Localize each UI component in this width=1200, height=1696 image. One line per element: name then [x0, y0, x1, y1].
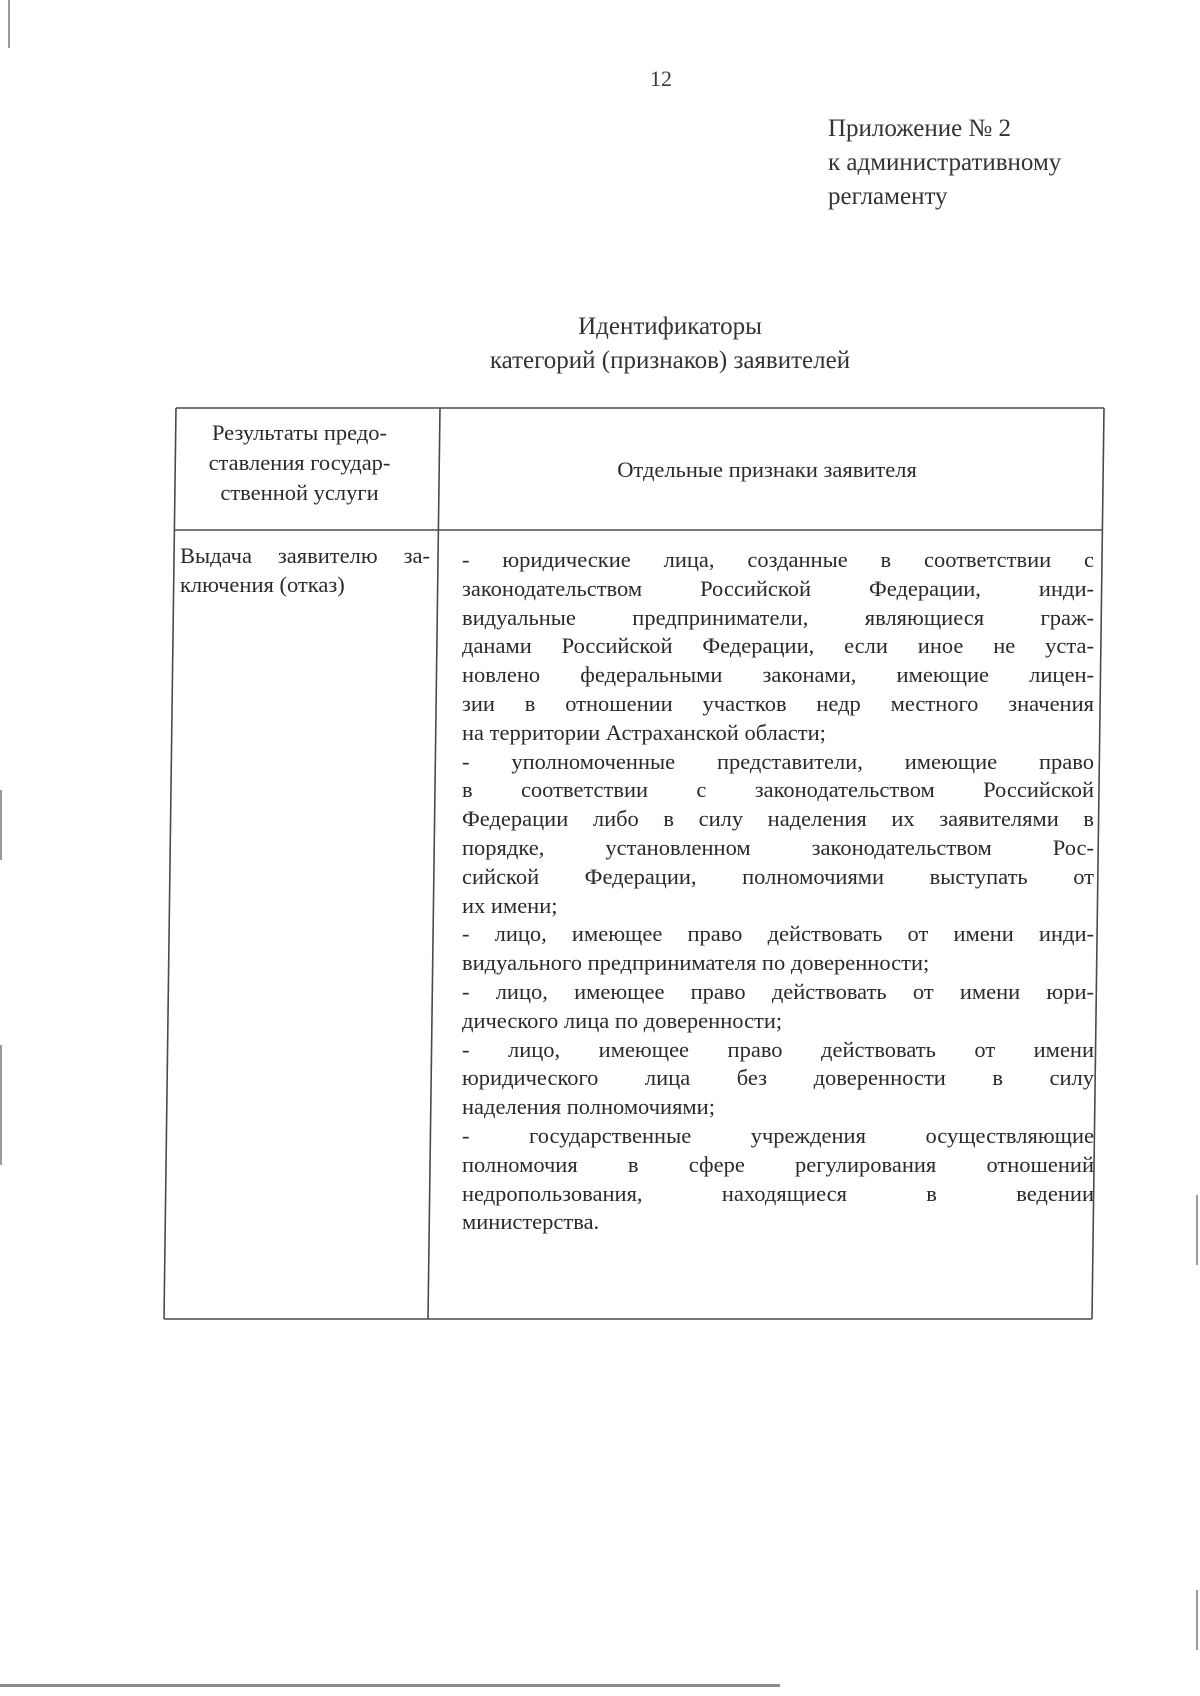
page-number: 12 — [650, 66, 672, 91]
scan-bottom-rule — [0, 1684, 780, 1687]
header-results-line: ственной услуги — [220, 480, 379, 505]
row-cell-result — [180, 542, 430, 600]
appendix-line: Приложение № 2 — [828, 115, 1012, 142]
feature-line: порядке, установленном законодательством Рос- — [462, 834, 1094, 860]
feature-line: - уполномоченные представители, имеющие право — [462, 748, 1094, 774]
feature-line: зии в отношении участков недр местного значения — [462, 690, 1094, 716]
feature-line: новлено федеральными законами, имеющие лицен- — [462, 662, 1094, 688]
row-cell-features — [462, 546, 1094, 1237]
feature-line: сийской Федерации, полномочиями выступать от — [462, 863, 1094, 889]
feature-line: недропользования, находящиеся в ведении — [462, 1180, 1094, 1206]
feature-line: - лицо, имеющее право действовать от имени инди- — [462, 921, 1094, 947]
appendix-line: к административному — [828, 149, 1062, 176]
feature-line: полномочия в сфере регулирования отношений — [462, 1151, 1094, 1177]
feature-line: данами Российской Федерации, если иное не уста- — [462, 633, 1094, 659]
feature-line: дического лица по доверенности; — [462, 1007, 783, 1033]
appendix-reference — [828, 112, 1168, 214]
feature-line: законодательством Российской Федерации, инди- — [462, 575, 1094, 601]
feature-line: юридического лица без доверенности в силу — [462, 1065, 1094, 1091]
feature-line: - государственные учреждения осуществляющие — [462, 1122, 1094, 1148]
feature-line: - лицо, имеющее право действовать от имени — [462, 1036, 1094, 1062]
scan-edge-mark — [8, 0, 10, 48]
feature-line: их имени; — [462, 892, 558, 918]
feature-line: наделения полномочиями; — [462, 1094, 715, 1120]
scan-edge-mark — [1196, 1590, 1198, 1650]
header-results-line: Результаты предо- — [211, 420, 388, 445]
feature-line: видуального предпринимателя по доверенности; — [462, 950, 930, 976]
header-results-line: ставления государ- — [208, 450, 391, 475]
header-cell-features: Отдельные признаки заявителя — [617, 457, 917, 482]
feature-line: - лицо, имеющее право действовать от имени юри- — [462, 978, 1094, 1004]
feature-line: Федерации либо в силу наделения их заявителями в — [462, 806, 1094, 832]
row-result-line: ключения (отказ) — [180, 571, 345, 597]
scan-edge-mark — [0, 1045, 2, 1165]
header-cell-results — [172, 418, 427, 508]
feature-line: на территории Астраханской области; — [462, 719, 826, 745]
scan-edge-mark — [1196, 1195, 1198, 1265]
document-title — [400, 310, 940, 378]
appendix-line: регламенту — [828, 183, 948, 210]
title-line: категорий (признаков) заявителей — [489, 347, 851, 374]
identifiers-table — [162, 406, 1106, 1323]
scan-edge-mark — [0, 790, 2, 860]
feature-line: видуальные предприниматели, являющиеся граж- — [462, 604, 1094, 630]
row-result-line: Выдача заявителю за- — [180, 543, 430, 568]
feature-line: в соответствии с законодательством Российской — [462, 777, 1094, 803]
feature-line: министерства. — [462, 1209, 600, 1235]
title-line: Идентификаторы — [578, 313, 762, 340]
feature-line: - юридические лица, созданные в соответствии с — [462, 547, 1094, 572]
